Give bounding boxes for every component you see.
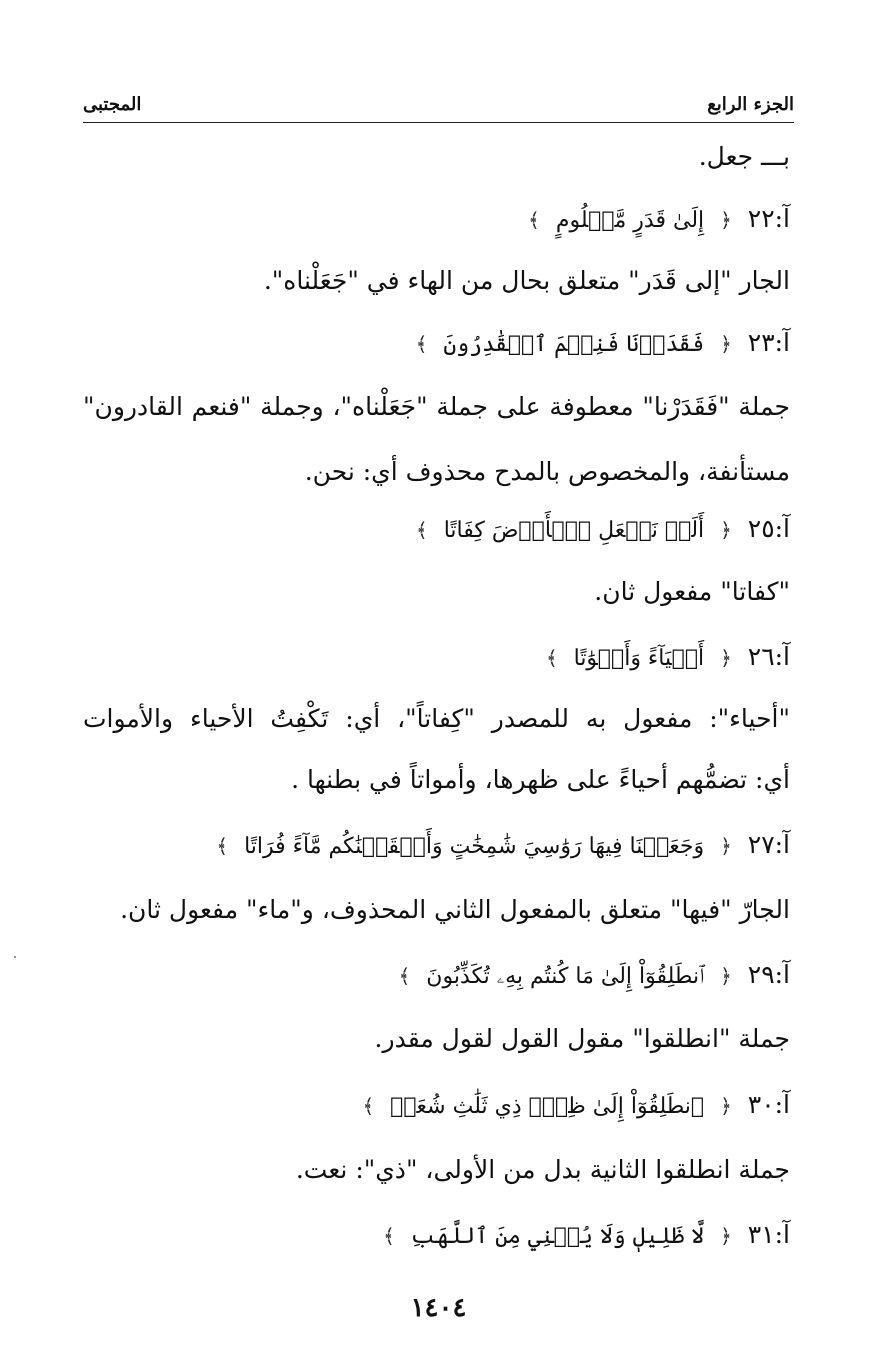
verse-open-ornament: ﴿	[720, 518, 732, 542]
verse-number: آ:٢٧	[747, 830, 790, 859]
verse-ref-31	[375, 1218, 790, 1254]
verse-open-ornament: ﴿	[720, 834, 732, 858]
verse-open-ornament: ﴿	[720, 1094, 732, 1118]
verse-ref-26	[538, 640, 790, 676]
verse-ref-23	[408, 326, 790, 362]
verse-close-ornament: ﴾	[383, 1224, 395, 1248]
verse-close-ornament: ﴾	[415, 332, 428, 356]
commentary-line: الجار "إلى قَدَر" متعلق بحال من الهاء في "جَعَلْناه".	[263, 266, 790, 295]
verse-number: آ:٣١	[747, 1220, 790, 1249]
verse-ref-27	[208, 828, 790, 864]
verse-ref-22	[520, 202, 790, 238]
verse-close-ornament: ﴾	[398, 964, 411, 988]
verse-open-ornament: ﴿	[720, 646, 732, 670]
verse-number: آ:٢٥	[747, 514, 790, 543]
page-number: ١٤٠٤	[410, 1293, 467, 1323]
verse-number: آ:٢٩	[747, 960, 790, 989]
verse-open-ornament: ﴿	[720, 1224, 732, 1248]
text-line: بـــ جعل.	[698, 142, 790, 171]
quran-verse-text: وَجَعَلۡنَا فِيهَا رَوَٰسِيَ شَٰمِخَٰتٍ وَأَسۡقَيۡنَٰكُم مَّآءً فُرَاتًا	[244, 834, 705, 859]
verse-number: آ:٢٦	[747, 642, 790, 671]
running-header	[83, 92, 794, 123]
book-title: المجتبى	[83, 94, 142, 115]
verse-close-ornament: ﴾	[216, 834, 229, 858]
commentary-line: مستأنفة، والمخصوص بالمدح محذوف أي: نحن.	[304, 457, 790, 486]
verse-ref-30	[354, 1088, 790, 1124]
commentary-line: جملة "انطلقوا" مقول القول لقول مقدر.	[374, 1024, 790, 1053]
quran-verse-text: أَحۡيَآءً وَأَمۡوَٰتًا	[573, 646, 705, 671]
quran-verse-text: ٱنطَلِقُوٓاْ إِلَىٰ مَا كُنتُم بِهِۦ تُكَذِّبُونَ	[426, 964, 705, 989]
verse-close-ornament: ﴾	[416, 518, 428, 542]
verse-close-ornament: ﴾	[362, 1094, 375, 1118]
verse-open-ornament: ﴿	[720, 208, 732, 232]
commentary-line: أي: تضمُّهم أحياءً على ظهرها، وأمواتاً في بطنها .	[291, 765, 790, 794]
verse-number: آ:٣٠	[747, 1090, 790, 1119]
quran-verse-text: ٱنطَلِقُوٓاْ إِلَىٰ ظِلّٖ ذِي ثَلَٰثِ شُعَبٖ	[390, 1094, 705, 1119]
part-title: الجزء الرابع	[707, 94, 794, 115]
verse-close-ornament: ﴾	[545, 646, 558, 670]
commentary-line: جملة "فَقَدَرْنا" معطوفة على جملة "جَعَلْناه"، وجملة "فنعم القادرون"	[83, 392, 790, 421]
verse-ref-25	[408, 512, 790, 548]
verse-number: آ:٢٣	[747, 328, 790, 357]
verse-open-ornament: ﴿	[720, 332, 732, 356]
scan-speck	[14, 956, 16, 958]
quran-verse-text: فَقَدَرۡنَا فَنِعۡمَ ٱلۡقَٰدِرُونَ	[443, 332, 705, 357]
commentary-line: الجارّ "فيها" متعلق بالمفعول الثاني المحذوف، و"ماء" مفعول ثان.	[120, 895, 790, 924]
quran-verse-text: لَّا ظَلِيلٖ وَلَا يُغۡنِي مِنَ ٱللَّهَبِ	[410, 1224, 705, 1249]
quran-verse-text: إِلَىٰ قَدَرٍ مَّعۡلُومٍ	[555, 208, 705, 233]
commentary-line: "كفاتا" مفعول ثان.	[594, 577, 790, 606]
commentary-line: "أحياء": مفعول به للمصدر "كِفاتاً"، أي: تَكْفِتُ الأحياء والأموات	[83, 704, 790, 733]
verse-ref-29	[391, 958, 790, 994]
verse-close-ornament: ﴾	[528, 208, 540, 232]
verse-open-ornament: ﴿	[720, 964, 732, 988]
commentary-line: جملة انطلقوا الثانية بدل من الأولى، "ذي": نعت.	[295, 1155, 790, 1184]
verse-number: آ:٢٢	[747, 204, 790, 233]
quran-verse-text: أَلَمۡ نَجۡعَلِ ٱلۡأَرۡضَ كِفَاتًا	[443, 518, 705, 543]
